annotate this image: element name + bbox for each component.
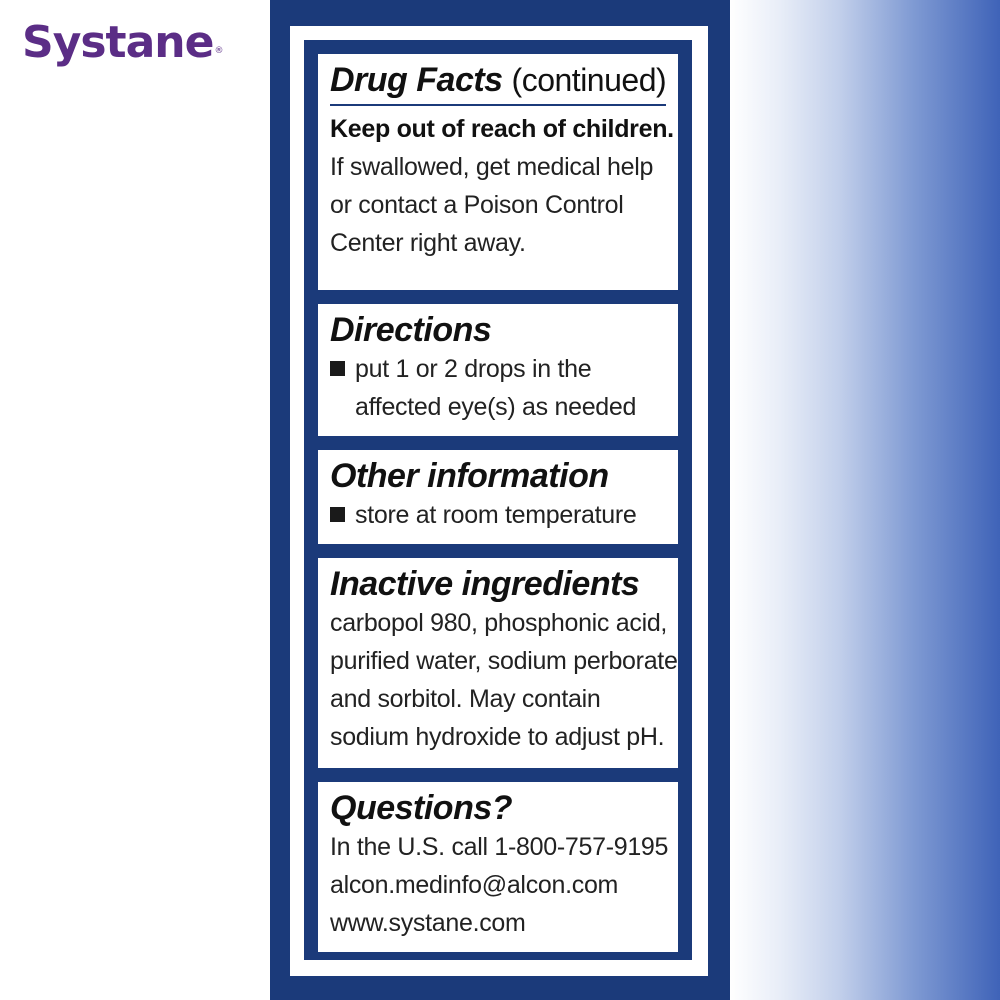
panel-inner-frame: [304, 40, 692, 960]
directions-bullet-item: [330, 350, 666, 388]
questions-title: Questions?: [330, 789, 513, 827]
website-line: www.systane.com: [330, 909, 526, 937]
warning-text: Keep out of reach of children.: [330, 115, 674, 143]
directions-title: Directions: [330, 311, 492, 349]
drug-facts-heading: [330, 60, 666, 100]
inactive-ingredients-section: [318, 558, 678, 768]
questions-section: [318, 782, 678, 952]
other-information-title: Other information: [330, 457, 609, 495]
brand-name: Systane: [22, 17, 214, 68]
registered-mark: ®: [214, 46, 223, 56]
bullet-square-icon: [330, 361, 345, 376]
other-information-bullet-item: [330, 496, 666, 534]
other-information-section: [318, 450, 678, 544]
directions-section: [318, 304, 678, 436]
inactive-ingredients-title: Inactive ingredients: [330, 565, 640, 603]
other-information-text: store at room temperature: [355, 501, 637, 529]
background-gradient: [730, 0, 1000, 1000]
drug-facts-panel: [270, 0, 730, 1000]
drug-facts-section: [318, 54, 678, 290]
email-line: alcon.medinfo@alcon.com: [330, 871, 619, 899]
drug-facts-line: or contact a Poison Control: [330, 191, 624, 219]
panel-white-border: [290, 26, 708, 976]
drug-facts-line: If swallowed, get medical help: [330, 153, 654, 181]
phone-line: In the U.S. call 1-800-757-9195: [330, 833, 669, 861]
directions-text: put 1 or 2 drops in the: [355, 355, 592, 383]
drug-facts-line: Center right away.: [330, 229, 526, 257]
directions-text-continued: affected eye(s) as needed: [355, 393, 637, 421]
ingredients-line: sodium hydroxide to adjust pH.: [330, 723, 665, 751]
heading-divider: [330, 104, 666, 106]
bullet-square-icon: [330, 507, 345, 522]
ingredients-line: and sorbitol. May contain: [330, 685, 601, 713]
ingredients-line: purified water, sodium perborate: [330, 647, 678, 675]
systane-logo: [22, 14, 222, 72]
ingredients-line: carbopol 980, phosphonic acid,: [330, 609, 668, 637]
drug-facts-subtitle: (continued): [511, 62, 667, 98]
drug-facts-title: Drug Facts: [330, 61, 503, 99]
